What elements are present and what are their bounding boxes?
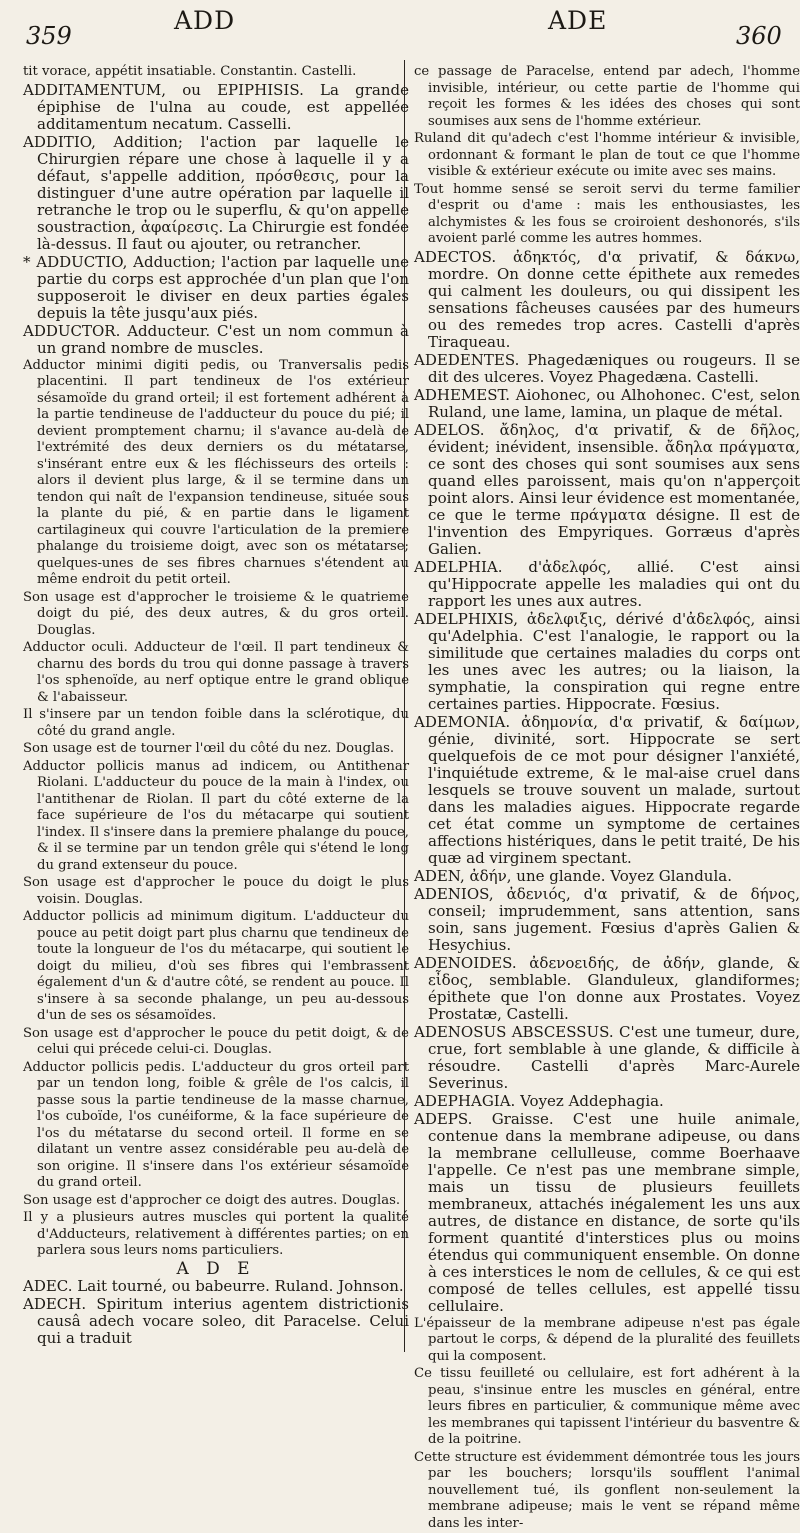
entry: Adductor minimi digiti pedis, ou Tranversalis pedis placentini. Il part tendineux de l'os extérieur sésamoïde du grand orteil; il est fortement adhérent à la partie tendineuse de l'adducteur du pouce du pié; il devient promptement charnu; il s'avance au-delà de l'extrémité des deux derniers os du métatarse, s'insérant entre eux & les fléchisseurs des orteils : alors il devient plus large, & il se termine dans un tendon qui naît de l'expansion tendineuse, située sous la plante du pié, & en partie dans le ligament cartilagineux qui couvre l'articulation de la premiere phalange du troisieme doigt, avec son os métatarse; quelques-unes de ses fibres charnues s'étendent au même endroit du petit orteil. <box>23 357 409 587</box>
entry: Cette structure est évidemment démontrée tous les jours par les bouchers; lorsqu'ils soufflent l'animal nouvellement tué, ils gonflent non-seulement la membrane adipeuse; mais le vent se répand même dans les inter- <box>414 1449 800 1531</box>
section-title: A D E <box>176 1258 256 1279</box>
entry: Ce tissu feuilleté ou cellulaire, est fort adhérent à la peau, s'insinue entre les muscles en général, entre leurs fibres en particulier, & communique même avec les membranes qui tapissent l'intérieur du basventre & de la poitrine. <box>414 1366 800 1447</box>
page-number-right: 360 <box>736 22 782 50</box>
entry: L'épaisseur de la membrane adipeuse n'est pas égale partout le corps, & dépend de la pluralité des feuillets qui la composent. <box>414 1315 800 1364</box>
entry: Son usage est d'approcher ce doigt des autres. Douglas. <box>23 1192 401 1208</box>
entry: Adductor pollicis pedis. L'adducteur du gros orteil part par un tendon long, foible & grêle de l'os calcis, il passe sous la partie tendineuse de la masse charnue, l'os cuboïde, l'os cunéiforme, & la face supérieure de l'os du métatarse du second orteil. Il forme en se dilatant un ventre assez considérable peu au-delà de son origine. Il s'insere dans l'os extérieur sésamoïde du grand orteil. <box>23 1059 409 1190</box>
entry: Ruland dit qu'adech c'est l'homme intérieur & invisible, ordonnant & formant le plan de tout ce que l'homme visible & extérieur exécute ou imite avec ses mains. <box>414 131 800 179</box>
entry: ADELPHIXIS, ἀδελφιξις, dérivé d'ἀδελφός, ainsi qu'Adelphia. C'est l'analogie, le rapport ou la similitude que certaines maladies du corps ont les unes avec les autres; ou la liaison, la symphatie, la conspiration qui regne entre certaines parties. Hippocrate. Fœsius. <box>414 609 800 713</box>
entry: ADEPHAGIA. Voyez Addephagia. <box>414 1091 664 1110</box>
entry: Adductor pollicis manus ad indicem, ou Antithenar Riolani. L'adducteur du pouce de la main à l'index, ou l'antithenar de Riolan. Il part du côté externe de la face supérieure de l'os du métacarpe qui soutient l'index. Il s'insere dans la premiere phalange du pouce, & il se termine par un tendon grêle qui s'étend le long du grand extenseur du pouce. <box>23 758 409 873</box>
right-column <box>414 64 800 1533</box>
entry: ADDITAMENTUM, ou EPIPHISIS. La grande épiphise de l'ulna au coude, est appellée additamentum necatum. Casselli. <box>23 80 409 133</box>
entry: Son usage est d'approcher le pouce du doigt le plus voisin. Douglas. <box>23 875 409 907</box>
entry: tit vorace, appétit insatiable. Constantin. Castelli. <box>23 64 357 79</box>
entry: ADENIOS, ἀδενιός, d'α privatif, & de δήνος, conseil; imprudemment, sans attention, sans soin, sans jugement. Fœsius d'après Galien & Hesychius. <box>414 884 800 954</box>
entry: ADEMONIA. ἀδημονία, d'α privatif, & δαίμων, génie, divinité, sort. Hippocrate se sert quelquefois de ce mot pour désigner l'anxiété, l'inquiétude extreme, & le mal-aise cruel dans lesquels se trouve souvent un malade, surtout dans les maladies aigues. Hippocrate regarde cet état comme un symptome de certaines affections histériques, dans le petit traité, De his quæ ad virginem spectant. <box>414 712 800 867</box>
running-head-right: ADE <box>548 6 608 35</box>
entry: Adductor pollicis ad minimum digitum. L'adducteur du pouce au petit doigt part plus charnu que tendineux de toute la longueur de l'os du métacarpe, qui soutient le doigt du milieu, d'où ses fibres qui l'embrassent également d'un & d'autre côté, se rendent au pouce. Il s'insere à sa seconde phalange, un peu au-dessous d'un de ses os sésamoïdes. <box>23 909 409 1023</box>
entry: ADELOS. ἄδηλος, d'α privatif, & de δῆλος, évident; inévident, insensible. ἄδηλα πράγματα, ce sont des choses qui sont soumises aux sens quand elles paroissent, mais qu'on n'apperçoit point alors. Ainsi leur évidence est momentanée, ce que le terme πράγματα désigne. Il est de l'invention des Empyriques. Gorræus d'après Galien. <box>414 420 800 558</box>
entry: ADEC. Lait tourné, ou babeurre. Ruland. Johnson. <box>23 1277 404 1295</box>
left-column <box>23 64 409 1348</box>
entry: ADENOIDES. ἀδενοειδής, de ἀδήν, glande, & εἶδος, semblable. Glanduleux, glandiformes; épithete que l'on donne aux Prostates. Voyez Prostatæ, Castelli. <box>414 953 800 1023</box>
page-number-left: 359 <box>26 22 72 50</box>
entry: ADELPHIA. d'ἀδελφός, allié. C'est ainsi qu'Hippocrate appelle les maladies qui ont du rapport les unes aux autres. <box>414 557 800 610</box>
entry: ADEDENTES. Phagedæniques ou rougeurs. Il se dit des ulceres. Voyez Phagedæna. Castelli. <box>414 350 800 386</box>
entry: ADENOSUS ABSCESSUS. C'est une tumeur, dure, crue, fort semblable à une glande, & difficile à résoudre. Castelli d'après Marc-Aurele Severinus. <box>414 1022 800 1092</box>
entry: ADDITIO, Addition; l'action par laquelle le Chirurgien répare une chose à laquelle il y a défaut, s'appelle addition, πρόσθεσις, pour la distinguer d'une autre opération par laquelle il retranche le trop ou le superflu, & qu'on appelle soustraction, ἀφαίρεσις. La Chirurgie est fondée là-dessus. Il faut ou ajouter, ou retrancher. <box>23 132 409 253</box>
entry: ADEN, ἀδήν, une glande. Voyez Glandula. <box>414 866 732 885</box>
running-head-left: ADD <box>174 6 236 35</box>
entry: ADDUCTOR. Adducteur. C'est un nom commun à un grand nombre de muscles. <box>23 321 409 357</box>
entry: Il s'insere par un tendon foible dans la sclérotique, du côté du grand angle. <box>23 707 409 739</box>
entry: ADEPS. Graisse. C'est une huile animale, contenue dans la membrane adipeuse, ou dans la membrane cellulleuse, comme Boerhaave l'appelle. Ce n'est pas une membrane simple, mais un tissu de plusieurs feuillets membraneux, attachés inégalement les uns aux autres, de distance en distance, de sorte qu'ils forment quantité d'interstices plus ou moins étendus qui communiquent ensemble. On donne à ces interstices le nom de cellules, & ce qui est composé de telles cellules, est appellé tissu cellulaire. <box>414 1109 800 1315</box>
entry: ADECH. Spiritum interius agentem districtionis causâ adech vocare soleo, dit Paracelse. Celui qui a traduit <box>23 1295 409 1347</box>
entry: ce passage de Paracelse, entend par adech, l'homme invisible, intérieur, ou cette partie de l'homme qui reçoit les formes & les idées des choses qui sont soumises aux sens de l'homme extérieur. <box>414 64 800 129</box>
entry: ADHEMEST. Aiohonec, ou Alhohonec. C'est, selon Ruland, une lame, lamina, un plaque de métal. <box>414 385 800 421</box>
entry: Son usage est d'approcher le troisieme & le quatrieme doigt du pié, des deux autres, & du gros orteil. Douglas. <box>23 589 409 638</box>
entry: Il y a plusieurs autres muscles qui portent la qualité d'Adducteurs, relativement à différentes parties; on en parlera sous leurs noms particuliers. <box>23 1210 409 1258</box>
entry: ADECTOS. ἀδηκτός, d'α privatif, & δάκνω, mordre. On donne cette épithete aux remedes qui calment les douleurs, ou qui dissipent les sensations fâcheuses causées par des humeurs ou des remedes trop acres. Castelli d'après Tiraqueau. <box>414 247 800 351</box>
entry: Tout homme sensé se seroit servi du terme familier d'esprit ou d'ame : mais les enthousiastes, les alchymistes & les fous se croiroient deshonorés, s'ils avoient parlé comme les autres hommes. <box>414 181 800 246</box>
entry: Adductor oculi. Adducteur de l'œil. Il part tendineux & charnu des bords du trou qui donne passage à travers l'os sphenoïde, au nerf optique entre le grand oblique & l'abaisseur. <box>23 640 409 705</box>
entry: Son usage est de tourner l'œil du côté du nez. Douglas. <box>23 741 395 756</box>
entry: * ADDUCTIO, Adduction; l'action par laquelle une partie du corps est approchée d'un plan que l'on supposeroit le diviser en deux parties égales depuis la tête jusqu'aux piés. <box>23 252 409 322</box>
entry: Son usage est d'approcher le pouce du petit doigt, & de celui qui précede celui-ci. Douglas. <box>23 1025 409 1057</box>
